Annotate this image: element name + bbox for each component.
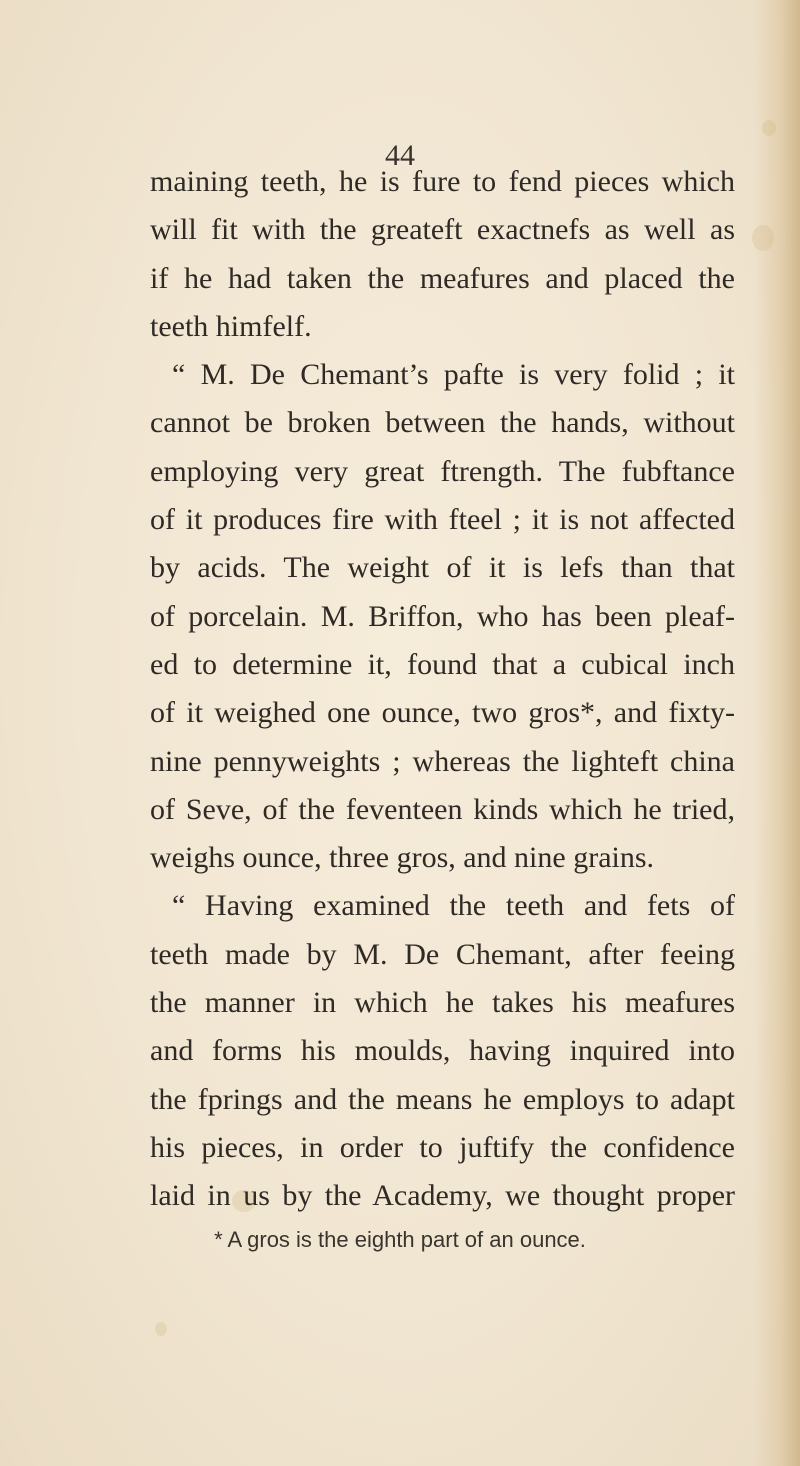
- body-text: [150, 158, 735, 1221]
- paper-stain: [752, 225, 774, 251]
- text-line: the manner in which he takes his meafures: [150, 986, 735, 1020]
- text-line: “ Having examined the teeth and fets of: [172, 889, 735, 923]
- text-line: of it produces fire with fteel ; it is not affected: [150, 503, 735, 537]
- text-line: by acids. The weight of it is lefs than that: [150, 551, 735, 585]
- text-line: teeth made by M. De Chemant, after feeing: [150, 937, 735, 971]
- text-line: will fit with the greateft exactnefs as well as: [150, 213, 735, 247]
- text-line: of Seve, of the feventeen kinds which he tried,: [150, 792, 735, 826]
- text-line: of porcelain. M. Briffon, who has been pleaf-: [150, 599, 735, 633]
- paper-stain: [155, 1322, 167, 1336]
- text-line: weighs ounce, three gros, and nine grains.: [150, 841, 655, 875]
- text-line: laid in us by the Academy, we thought proper: [150, 1179, 735, 1213]
- footnote: * A gros is the eighth part of an ounce.: [214, 1227, 586, 1252]
- paper-stain: [762, 120, 776, 136]
- text-line: nine pennyweights ; whereas the lighteft china: [150, 744, 735, 778]
- text-line: if he had taken the meafures and placed the: [150, 261, 735, 295]
- text-line: “ M. De Chemant’s pafte is very folid ; it: [172, 358, 735, 392]
- text-line: teeth himfelf.: [150, 309, 312, 343]
- text-line: maining teeth, he is fure to fend pieces which: [150, 165, 735, 198]
- text-line: the fprings and the means he employs to adapt: [150, 1082, 735, 1116]
- page-number: 44: [385, 139, 415, 172]
- text-line: and forms his moulds, having inquired into: [150, 1034, 735, 1068]
- text-line: ed to determine it, found that a cubical inch: [150, 647, 735, 681]
- text-line: employing very great ftrength. The fubftance: [150, 454, 735, 488]
- text-line: his pieces, in order to juftify the confidence: [150, 1130, 735, 1164]
- text-line: cannot be broken between the hands, without: [150, 406, 735, 440]
- text-line: of it weighed one ounce, two gros*, and fixty-: [150, 696, 735, 730]
